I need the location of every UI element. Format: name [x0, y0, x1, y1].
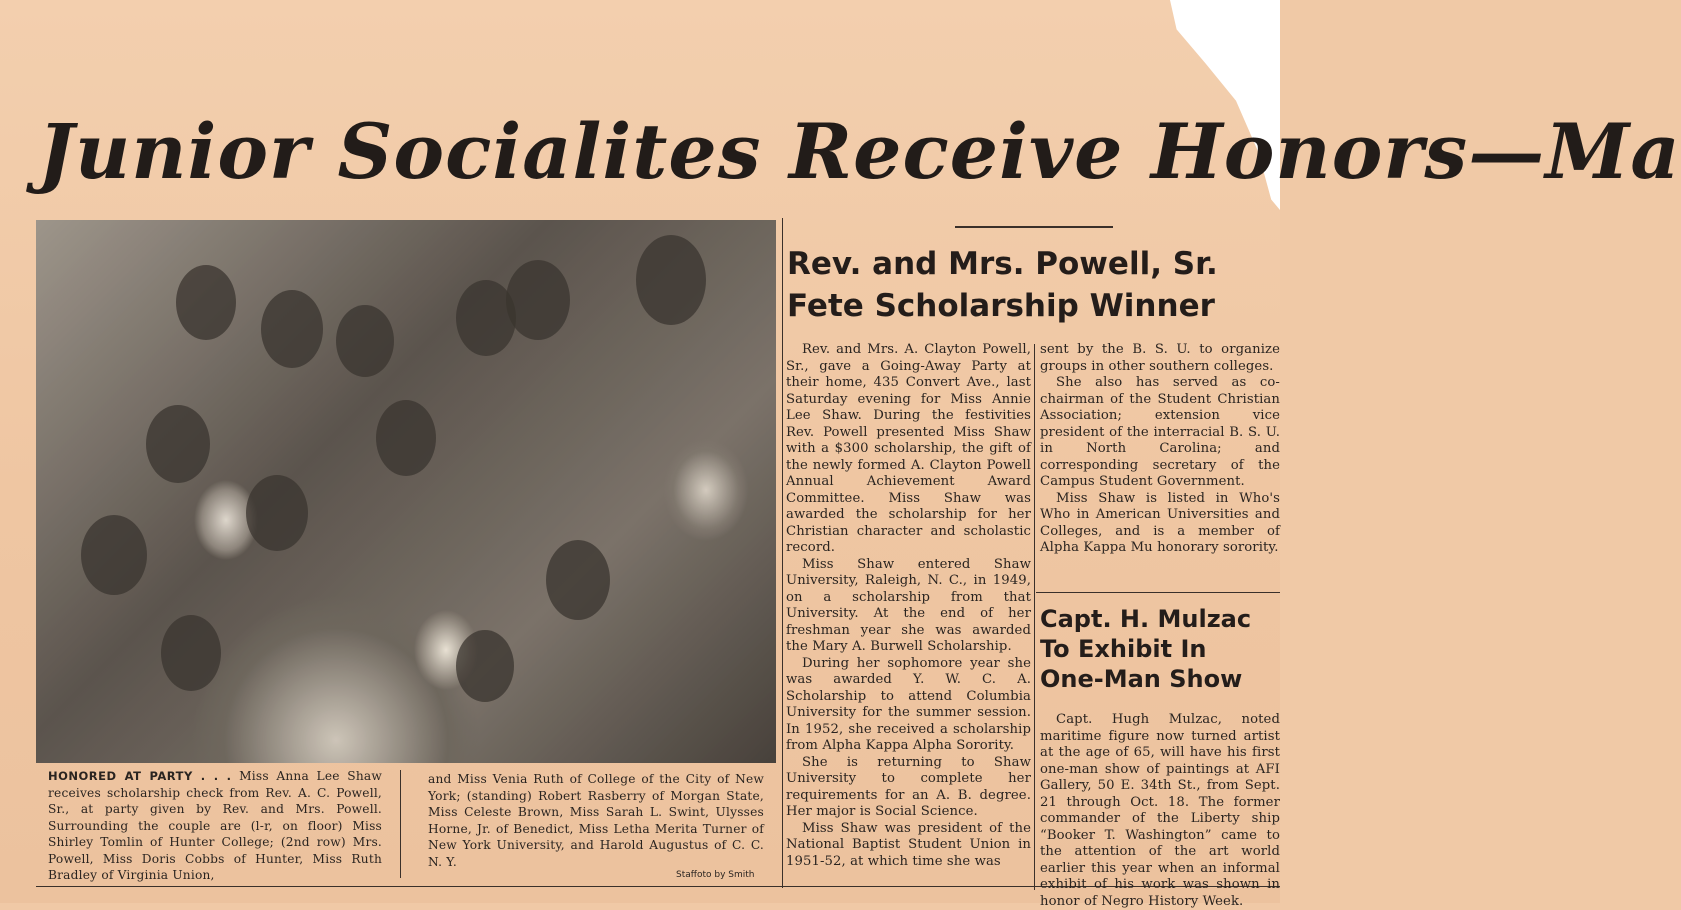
article2-title: [1040, 604, 1280, 694]
caption-text-right: and Miss Venia Ruth of College of the City of New York; (standing) Robert Rasberry of Morgan State, Miss Celeste Brown, Miss Sarah L. Swint, Ulysses Horne, Jr. of Benedict, Miss Letha Merita Turner of New York University, and Harold Augustus of C. C. N. Y.: [428, 772, 764, 869]
article2-title-line2: To Exhibit In: [1040, 635, 1207, 663]
photo-caption-right: [428, 771, 764, 870]
group-photo: [36, 220, 776, 763]
article2-body: [1040, 712, 1280, 909]
article2-title-line1: Capt. H. Mulzac: [1040, 605, 1252, 633]
headline-rule: [955, 226, 1113, 228]
caption-text-left: Miss Anna Lee Shaw receives scholarship check from Rev. A. C. Powell, Sr., at party given by Rev. and Mrs. Powell. Surrounding the couple are (l-r, on floor) Miss Shirley Tomlin of Hunter College; (2nd row) Mrs. Powell, Miss Doris Cobbs of Hunter, Miss Ruth Bradley of Virginia Union,: [48, 769, 382, 882]
article1-title: [787, 243, 1277, 327]
headline: Junior Socialites Receive Honors—Ma: [38, 107, 1681, 196]
article1-para2: Miss Shaw entered Shaw University, Raleigh, N. C., in 1949, on a scholarship from that University. At the end of her freshman year she was awarded the Mary A. Burwell Scholarship.: [786, 556, 1031, 654]
article1-col2-para2: She also has served as co-chairman of the Student Christian Association; extension vice president of the interracial B. S. U. in North Carolina; and corresponding secretary of the Campus Student Government.: [1040, 375, 1280, 489]
article1-para4: She is returning to Shaw University to complete her requirements for an A. B. degree. Her major is Social Science.: [786, 754, 1031, 819]
article2-title-line3: One-Man Show: [1040, 665, 1243, 693]
article1-para5: Miss Shaw was president of the National Baptist Student Union in 1951-52, at which time she was: [786, 820, 1031, 869]
article1-column1: [786, 342, 1031, 870]
article1-col2-para1: sent by the B. S. U. to organize groups in other southern colleges.: [1040, 342, 1280, 374]
article1-column2: [1040, 342, 1280, 557]
photo-caption-left: [48, 768, 382, 884]
article1-para1: Rev. and Mrs. A. Clayton Powell, Sr., gave a Going-Away Party at their home, 435 Convert Ave., last Saturday evening for Miss Annie Lee Shaw. During the festivities Rev. Powell presented Miss Shaw with a $300 scholarship, the gift of the newly formed A. Clayton Powell Annual Achievement Award Committee. Miss Shaw was awarded the scholarship for her Christian character and scholastic record.: [786, 342, 1031, 555]
column-rule-right: [1034, 344, 1035, 890]
article1-title-line2: Fete Scholarship Winner: [787, 288, 1215, 324]
caption-lead: HONORED AT PARTY . . .: [48, 769, 232, 783]
column-rule-photo: [782, 218, 783, 888]
article1-col2-para3: Miss Shaw is listed in Who's Who in American Universities and Colleges, and is a member of Alpha Kappa Mu honorary sorority.: [1040, 490, 1280, 555]
article1-title-line1: Rev. and Mrs. Powell, Sr.: [787, 246, 1218, 282]
caption-divider: [400, 770, 401, 878]
photo-credit: Staffoto by Smith: [676, 870, 755, 880]
article1-para3: During her sophomore year she was awarded Y. W. C. A. Scholarship to attend Columbia University for the summer session. In 1952, she received a scholarship from Alpha Kappa Alpha Sorority.: [786, 655, 1031, 753]
article-divider: [1036, 592, 1280, 593]
article2-para1: Capt. Hugh Mulzac, noted maritime figure now turned artist at the age of 65, will have his first one-man show of paintings at AFI Gallery, 50 E. 34th St., from Sept. 21 through Oct. 18. The former commander of the Liberty ship “Booker T. Washington” came to the attention of the art world earlier this year when an informal exhibit of his work was shown in honor of Negro History Week.: [1040, 712, 1280, 909]
